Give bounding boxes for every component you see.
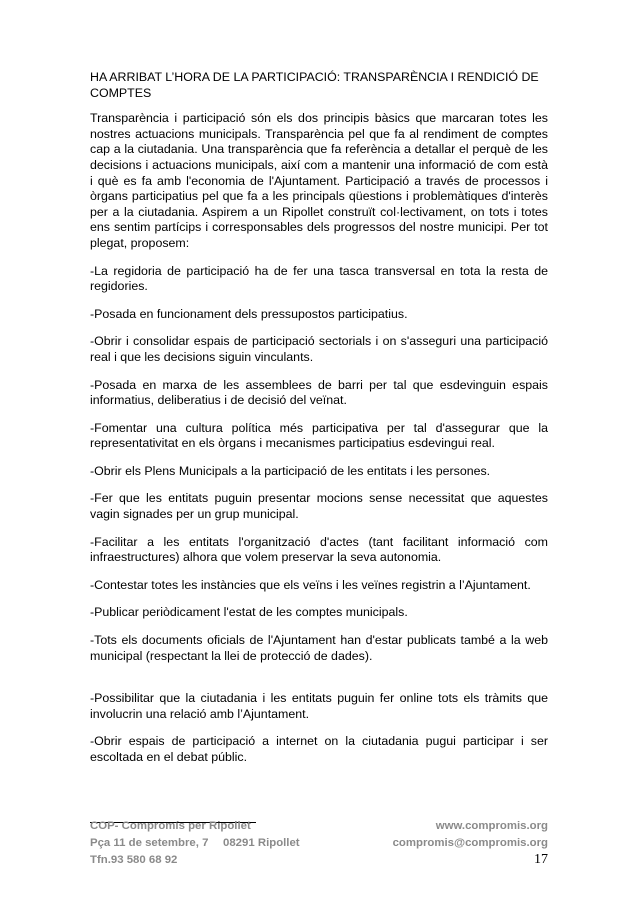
proposal-item: -Contestar totes les instàncies que els veïns i les veïnes registrin a l’Ajuntament. [90, 577, 531, 592]
footer-phone: Tfn.93 580 68 92 [90, 854, 178, 866]
proposal-item: -Fomentar una cultura política més participativa per tal d'assegurar que la representativitat en els òrgans i mecanismes participatius esdevingui real. [90, 420, 548, 451]
document-body [90, 70, 548, 778]
proposal-item: -Obrir i consolidar espais de participació sectorials i on s'asseguri una participació real i que les decisions siguin vinculants. [90, 334, 548, 364]
proposal-item: -Publicar periòdicament l'estat de les comptes municipals. [90, 605, 408, 620]
proposal-item: -Posada en marxa de les assemblees de barri per tal que esdevinguin espais informatius, deliberatius i de decisió del veïnat. [90, 377, 548, 408]
proposal-item: -Obrir espais de participació a internet on la ciutadania pugui participar i ser escoltada en el debat públic. [90, 734, 548, 764]
proposal-item: -Posada en funcionament dels pressupostos participatius. [90, 306, 408, 321]
footer-website-link[interactable]: www.compromis.org [435, 820, 548, 832]
footer-address: Pça 11 de setembre, 7 [90, 837, 209, 849]
page-number: 17 [534, 852, 548, 867]
section-title: HA ARRIBAT L’HORA DE LA PARTICIPACIÓ: TRANSPARÈNCIA I RENDICIÓ DE COMPTES [90, 70, 539, 100]
proposal-item: -Possibilitar que la ciutadania i les entitats puguin fer online tots els tràmits que involucrin una relació amb l’Ajuntament. [90, 691, 548, 721]
intro-paragraph: Transparència i participació són els dos principis bàsics que marcaran totes les nostres actuacions municipals. Transparència pel que fa al rendiment de comptes cap a la ciutadania. Una transparència que fa referència a detallar el perquè de les decisions i actuacions municipals, així com a mantenir una informació de com està i què es fa amb l'economia de l'Ajuntament. Participació a través de processos i òrgans participatius pel que fa a les principals qüestions i problemàtiques d'interès per a la ciutadania. Aspirem a un Ripollet construït col·lectivament, on tots i totes ens sentim partícips i corresponsables dels progressos del nostre municipi. Per tot plegat, proposem: [90, 111, 548, 250]
proposal-item: -Obrir els Plens Municipals a la participació de les entitats i les persones. [90, 463, 491, 478]
footer-postal: 08291 Ripollet [223, 837, 300, 849]
proposal-item: -Facilitar a les entitats l'organització d'actes (tant facilitant informació com infraestructures) alhora que volem preservar la seva autonomia. [90, 534, 548, 565]
proposal-list [90, 264, 548, 766]
proposal-item: -Fer que les entitats puguin presentar mocions sense necessitat que aquestes vagin signades per un grup municipal. [90, 491, 548, 522]
proposal-item: -La regidoria de participació ha de fer una tasca transversal en tota la resta de regidories. [90, 263, 548, 294]
proposal-item: -Tots els documents oficials de l'Ajuntament han d'estar publicats també a la web municipal (respectant la llei de protecció de dades). [90, 633, 548, 663]
footer-org: COP- Compromís per Ripollet [90, 820, 251, 832]
footer-email-link[interactable]: compromis@compromis.org [392, 837, 548, 849]
